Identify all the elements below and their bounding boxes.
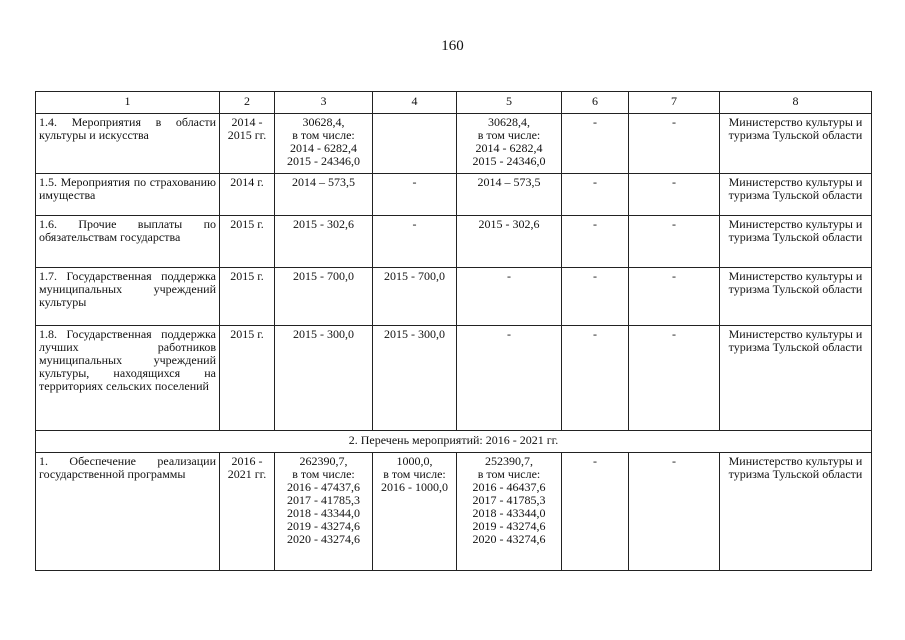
cell-line: 2018 - 43344,0: [287, 506, 360, 520]
header-col-6: 6: [562, 92, 629, 114]
cell-line: 2016 -: [231, 454, 263, 468]
cell-line: 2015 - 24346,0: [472, 154, 546, 168]
cell-line: 2014 г.: [230, 175, 264, 189]
federal-funding-cell: [373, 453, 457, 571]
executor-cell: Министерство культуры и туризма Тульской области: [720, 114, 872, 174]
cell-line: 2020 - 43274,6: [287, 532, 360, 546]
cell-line: 2016 - 1000,0: [381, 480, 448, 494]
cell-line: 2015 - 300,0: [293, 327, 354, 341]
cell-line: 2014 - 6282,4: [475, 141, 543, 155]
cell-line: 2018 - 43344,0: [472, 506, 546, 520]
cell-line: 2016 - 47437,6: [287, 480, 360, 494]
header-col-7: 7: [629, 92, 720, 114]
cell-line: 2015 - 302,6: [293, 217, 354, 231]
cell-line: 30628,4,: [488, 115, 530, 129]
col7-cell: -: [629, 174, 720, 216]
header-col-8: 8: [720, 92, 872, 114]
cell-line: -: [507, 327, 511, 341]
header-col-5: 5: [457, 92, 562, 114]
regional-funding-cell: [457, 114, 562, 174]
cell-line: 2017 - 41785,3: [287, 493, 360, 507]
cell-line: 2015 г.: [230, 217, 264, 231]
period-cell: [220, 174, 275, 216]
cell-line: 2021 гг.: [227, 467, 267, 481]
federal-funding-cell: [373, 174, 457, 216]
section-title: 2. Перечень мероприятий: 2016 - 2021 гг.: [36, 431, 872, 453]
executor-cell: Министерство культуры и туризма Тульской области: [720, 453, 872, 571]
total-funding-cell: [275, 174, 373, 216]
executor-cell: Министерство культуры и туризма Тульской области: [720, 268, 872, 326]
cell-line: 2015 г.: [230, 327, 264, 341]
col7-cell: -: [629, 326, 720, 431]
table-row: [36, 174, 872, 216]
cell-line: 2014 – 573,5: [292, 175, 355, 189]
period-cell: [220, 453, 275, 571]
federal-funding-cell: [373, 326, 457, 431]
section-row: [36, 431, 872, 453]
table-row: [36, 326, 872, 431]
regional-funding-cell: [457, 268, 562, 326]
header-col-2: 2: [220, 92, 275, 114]
cell-line: 252390,7,: [485, 454, 533, 468]
federal-funding-cell: [373, 268, 457, 326]
col6-cell: -: [562, 114, 629, 174]
period-cell: [220, 216, 275, 268]
header-col-3: 3: [275, 92, 373, 114]
table-row: [36, 216, 872, 268]
cell-line: 2019 - 43274,6: [472, 519, 546, 533]
cell-line: 2015 - 700,0: [384, 269, 445, 283]
col6-cell: -: [562, 216, 629, 268]
col6-cell: -: [562, 174, 629, 216]
measure-name-cell: 1.4. Мероприятия в области культуры и искусства: [36, 114, 220, 174]
total-funding-cell: [275, 114, 373, 174]
col6-cell: -: [562, 326, 629, 431]
col7-cell: -: [629, 216, 720, 268]
cell-line: 262390,7,: [299, 454, 348, 468]
table-row: [36, 453, 872, 571]
header-col-1: 1: [36, 92, 220, 114]
executor-cell: Министерство культуры и туризма Тульской области: [720, 216, 872, 268]
cell-line: 2017 - 41785,3: [472, 493, 546, 507]
executor-cell: Министерство культуры и туризма Тульской области: [720, 174, 872, 216]
measure-name-cell: 1.5. Мероприятия по страхованию имущества: [36, 174, 220, 216]
measures-table: [35, 91, 872, 571]
cell-line: 2020 - 43274,6: [472, 532, 546, 546]
cell-line: в том числе:: [292, 128, 355, 142]
col6-cell: -: [562, 453, 629, 571]
cell-line: 2019 - 43274,6: [287, 519, 360, 533]
cell-line: -: [507, 269, 511, 283]
total-funding-cell: [275, 216, 373, 268]
regional-funding-cell: [457, 216, 562, 268]
col7-cell: -: [629, 268, 720, 326]
cell-line: 1000,0,: [396, 454, 433, 468]
cell-line: 2014 - 6282,4: [290, 141, 357, 155]
cell-line: 30628,4,: [302, 115, 345, 129]
measure-name-cell: 1.8. Государственная поддержка лучших работников муниципальных учреждений культуры, находящихся на территориях сельских поселений: [36, 326, 220, 431]
regional-funding-cell: [457, 453, 562, 571]
col7-cell: -: [629, 114, 720, 174]
cell-line: 2015 - 700,0: [293, 269, 354, 283]
cell-line: в том числе:: [292, 467, 355, 481]
header-row: [36, 92, 872, 114]
total-funding-cell: [275, 326, 373, 431]
col7-cell: -: [629, 453, 720, 571]
table-row: [36, 114, 872, 174]
cell-line: 2015 г.: [230, 269, 264, 283]
cell-line: 2015 - 302,6: [478, 217, 540, 231]
cell-line: -: [412, 217, 417, 231]
col6-cell: -: [562, 268, 629, 326]
cell-line: 2014 -: [231, 115, 263, 129]
measure-name-cell: 1.7. Государственная поддержка муниципальных учреждений культуры: [36, 268, 220, 326]
cell-line: 2015 гг.: [227, 128, 267, 142]
cell-line: в том числе:: [383, 467, 446, 481]
period-cell: [220, 114, 275, 174]
cell-line: в том числе:: [477, 128, 541, 142]
regional-funding-cell: [457, 174, 562, 216]
page-number: 160: [441, 38, 464, 54]
regional-funding-cell: [457, 326, 562, 431]
cell-line: 2015 - 24346,0: [287, 154, 360, 168]
federal-funding-cell: [373, 216, 457, 268]
cell-line: 2016 - 46437,6: [472, 480, 546, 494]
cell-line: 2014 – 573,5: [477, 175, 541, 189]
measure-name-cell: 1. Обеспечение реализации государственной программы: [36, 453, 220, 571]
total-funding-cell: [275, 268, 373, 326]
period-cell: [220, 268, 275, 326]
total-funding-cell: [275, 453, 373, 571]
header-col-4: 4: [373, 92, 457, 114]
measure-name-cell: 1.6. Прочие выплаты по обязательствам государства: [36, 216, 220, 268]
cell-line: 2015 - 300,0: [384, 327, 445, 341]
period-cell: [220, 326, 275, 431]
executor-cell: Министерство культуры и туризма Тульской области: [720, 326, 872, 431]
table-row: [36, 268, 872, 326]
cell-line: в том числе:: [477, 467, 541, 481]
federal-funding-cell: [373, 114, 457, 174]
cell-line: -: [412, 175, 417, 189]
